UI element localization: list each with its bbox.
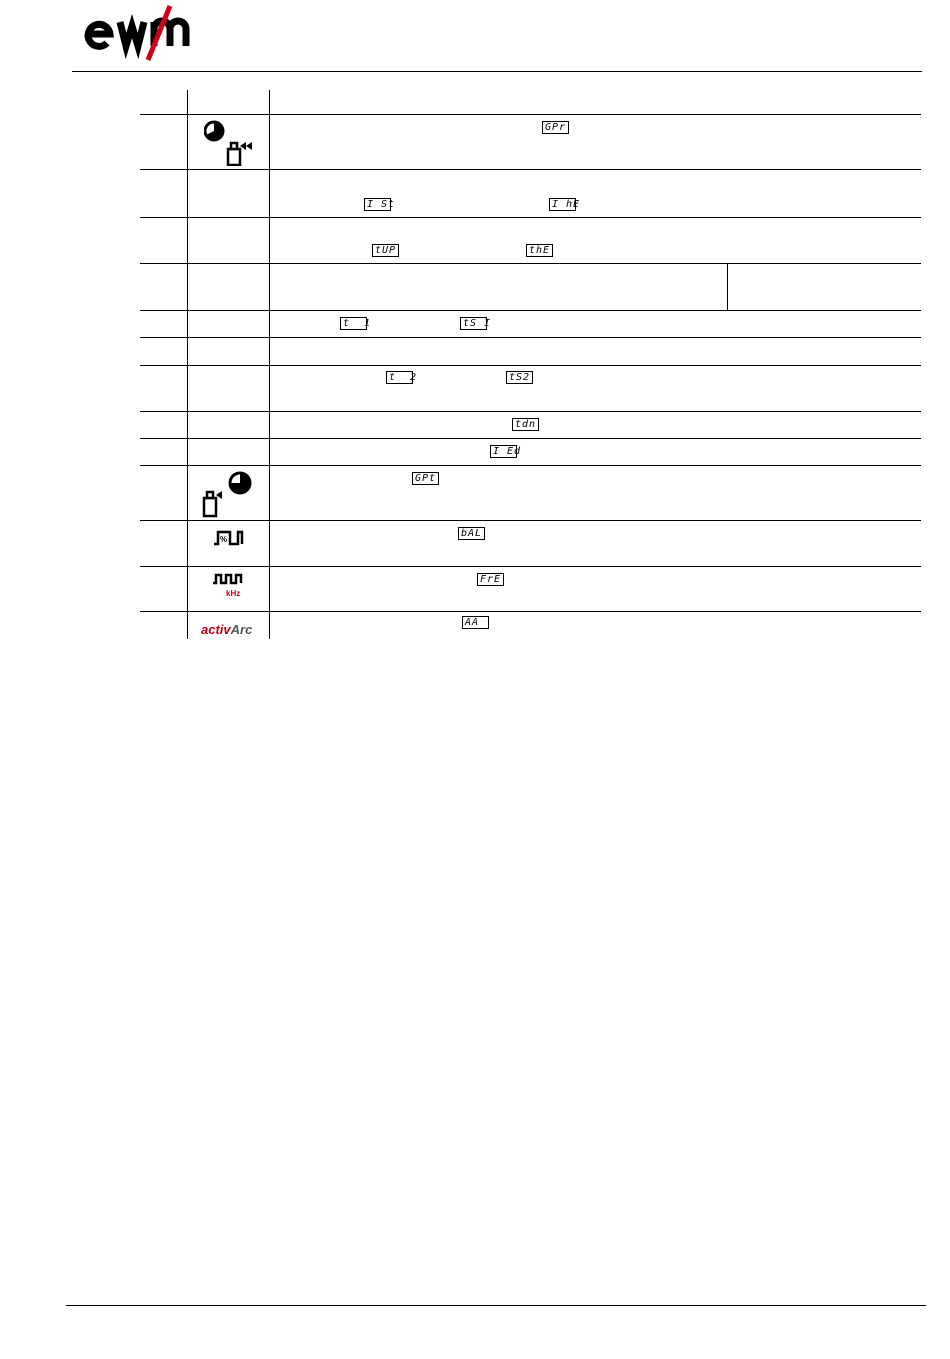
display-code-ts2: tS2: [506, 371, 533, 384]
display-code-ied: I Ed: [490, 445, 517, 458]
svg-text:%: %: [220, 535, 228, 544]
activarc-logo: activArc: [201, 622, 253, 637]
footer-rule: [66, 1305, 926, 1306]
display-code-ts1: tS I: [460, 317, 487, 330]
display-code-fre: FrE: [477, 573, 504, 586]
ac-frequency-icon: [212, 573, 244, 585]
table-row: [140, 439, 921, 466]
table-row: [140, 264, 921, 311]
table-row: [140, 412, 921, 439]
parameter-table: [140, 90, 921, 639]
gas-pre-flow-icon: [204, 120, 256, 166]
table-row: [140, 170, 921, 218]
display-code-tup: tUP: [372, 244, 399, 257]
display-code-gpr: GPr: [542, 121, 569, 134]
display-code-the: thE: [526, 244, 553, 257]
table-row: [140, 567, 921, 612]
balance-icon: [213, 529, 247, 547]
khz-unit-label: kHz: [226, 589, 241, 598]
table-row: [140, 311, 921, 338]
header-rule: [72, 71, 922, 72]
table-row: [140, 466, 921, 521]
table-row: [140, 366, 921, 412]
table-row: [140, 338, 921, 366]
table-row: [140, 612, 921, 639]
display-code-t1: t 1: [340, 317, 367, 330]
gas-post-flow-icon: [202, 470, 256, 518]
table-row: [140, 90, 921, 115]
display-code-tdn: tdn: [512, 418, 539, 431]
display-code-bal: bAL: [458, 527, 485, 540]
ewm-logo: [82, 4, 212, 62]
table-row: [140, 218, 921, 264]
table-row: [140, 521, 921, 567]
display-code-ihe: I hE: [549, 198, 576, 211]
display-code-t2: t 2: [386, 371, 413, 384]
display-code-ist: I St: [364, 198, 391, 211]
display-code-gpt: GPt: [412, 472, 439, 485]
display-code-aa: AA: [462, 616, 489, 629]
table-row: [140, 115, 921, 170]
